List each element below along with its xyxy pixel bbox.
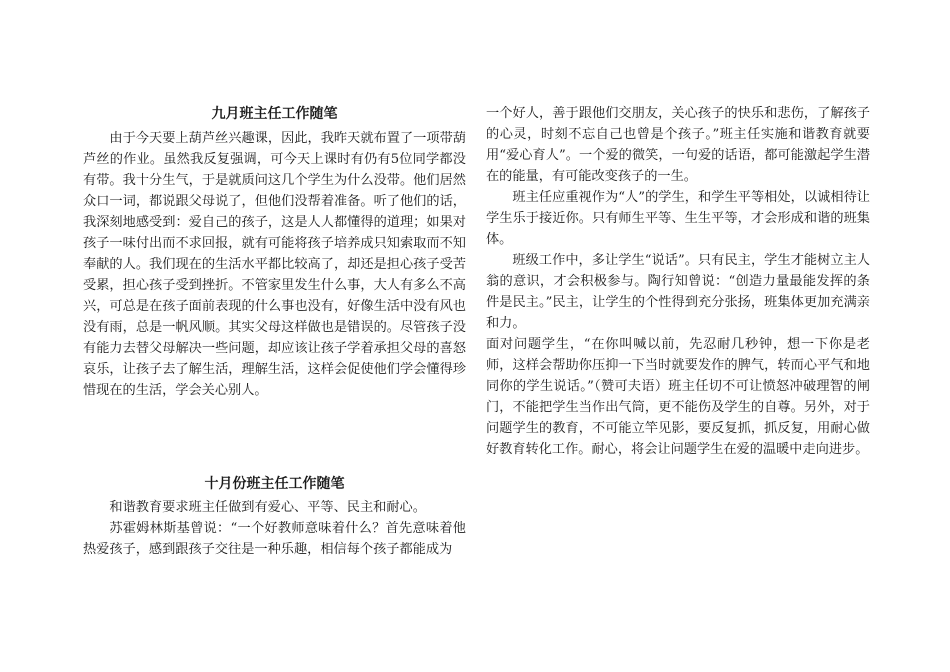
- section2-title: 十月份班主任工作随笔: [204, 476, 345, 492]
- paragraph: 面对问题学生，“在你叫喊以前，先忍耐几秒钟，想一下你是老师，这样会帮助你压抑一下当时就要发作的脾气，转而心平气和地同你的学生说话。”（赞可夫语）班主任切不可让愤怒冲破理智的闸门，不能把学生当作出气筒，更不能伤及学生的自尊。另外，对于问题学生的教育，不可能立竿见影，要反复抓，抓反复，用耐心做好教育转化工作。耐心，将会让问题学生在爱的温暖中走向进步。: [486, 337, 870, 457]
- right-column-body: [486, 103, 870, 460]
- section2-body: [83, 497, 466, 560]
- paragraph: 班级工作中，多让学生“说话”。只有民主，学生才能树立主人翁的意识，才会积极参与。陶行知曾说：“创造力量最能发挥的条件是民主。”民主，让学生的个性得到充分张扬，班集体更加充满亲和力。: [486, 253, 870, 331]
- paragraph: 由于今天要上葫芦丝兴趣课，因此，我昨天就布置了一项带葫芦丝的作业。虽然我反复强调，可今天上课时有仍有5位同学都没有带。我十分生气，于是就质问这几个学生为什么没带。他们居然众口一词，都说跟父母说了，但他们没帮着准备。听了他们的话，我深刻地感受到：爱自己的孩子，这是人人都懂得的道理；如果对孩子一味付出而不求回报，就有可能将孩子培养成只知索取而不知奉献的人。我们现在的生活水平都比较高了，却还是担心孩子受苦受累，担心孩子受到挫折。不管家里发生什么事，大人有多么不高兴，可总是在孩子面前表现的什么事也没有，好像生活中没有风也没有雨，总是一帆风顺。其实父母这样做也是错误的。尽管孩子没有能力去替父母解决一些问题，却应该让孩子学着承担父母的喜怒哀乐，让孩子去了解生活，理解生活，这样会促使他们学会懂得珍惜现在的生活，学会关心别人。: [83, 131, 466, 398]
- section1-title: 九月班主任工作随笔: [211, 106, 338, 122]
- paragraph: 苏霍姆林斯基曾说：“一个好教师意味着什么？首先意味着他热爱孩子，感到跟孩子交往是一种乐趣，相信每个孩子都能成为: [83, 521, 466, 557]
- section1-body: [83, 128, 466, 401]
- paragraph: 班主任应重视作为“人”的学生，和学生平等相处，以诚相待让学生乐于接近你。只有师生平等、生生平等，才会形成和谐的班集体。: [486, 190, 870, 247]
- paragraph: 和谐教育要求班主任做到有爱心、平等、民主和耐心。: [109, 500, 426, 515]
- paragraph: 一个好人，善于跟他们交朋友，关心孩子的快乐和悲伤，了解孩子的心灵，时刻不忘自己也曾是个孩子。”班主任实施和谐教育就要用“爱心育人”。一个爱的微笑，一句爱的话语，都可能激起学生潜在的能量，有可能改变孩子的一生。: [486, 106, 870, 184]
